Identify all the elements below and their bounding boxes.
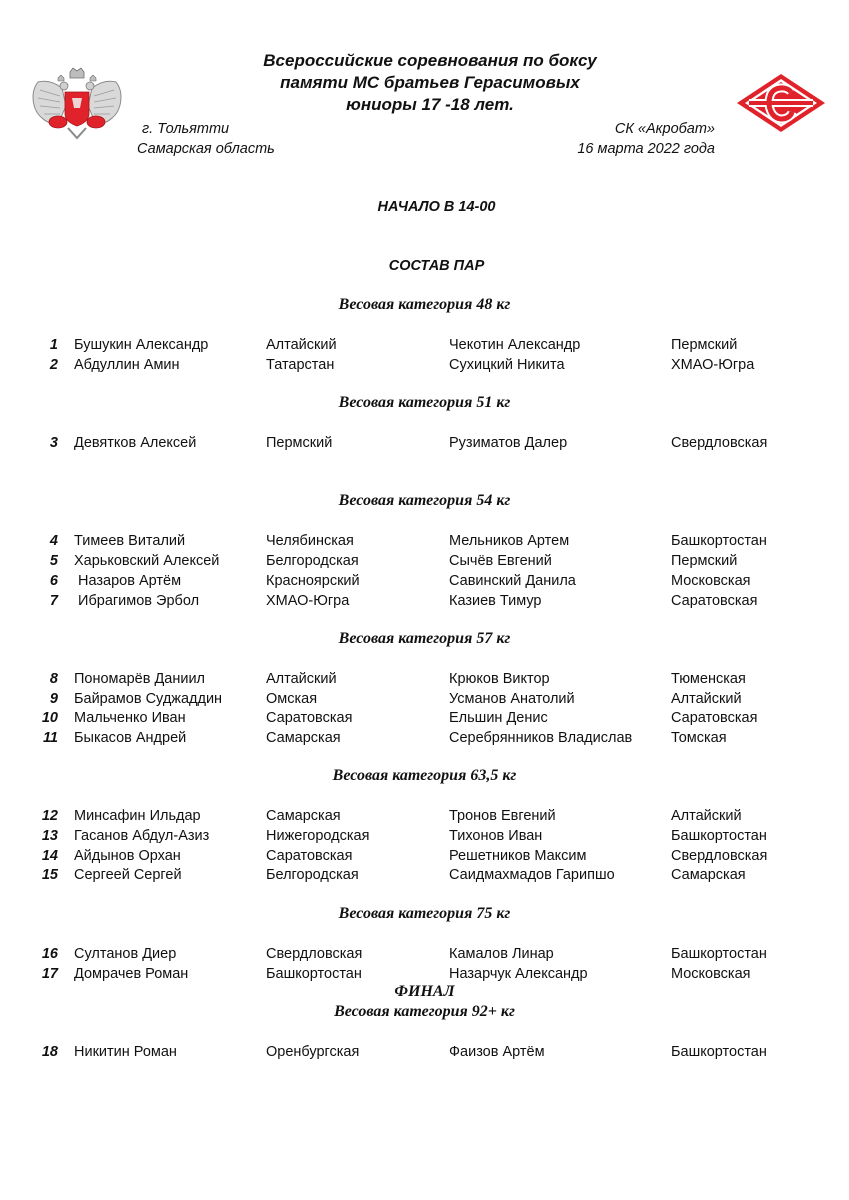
- blue-corner-region: Пермский: [671, 553, 738, 569]
- event-title: [230, 50, 630, 116]
- final-label: ФИНАЛ: [394, 983, 455, 1000]
- bout-row: [0, 433, 849, 453]
- weight-category-heading: Весовая категория 63,5 кг: [332, 767, 517, 784]
- red-corner-region: Свердловская: [266, 946, 363, 962]
- blue-corner-region: Алтайский: [671, 808, 742, 824]
- bout-row: [0, 571, 849, 591]
- blue-corner-region: Башкортостан: [671, 533, 767, 549]
- red-corner-name: Сергеей Сергей: [74, 867, 182, 883]
- weight-category-heading: Весовая категория 75 кг: [338, 905, 511, 922]
- red-corner-region: Башкортостан: [266, 966, 362, 982]
- bout-number: 7: [49, 593, 58, 609]
- red-corner-region: Алтайский: [266, 337, 337, 353]
- red-corner-region: Омская: [266, 691, 318, 707]
- red-corner-name: Минсафин Ильдар: [74, 808, 201, 824]
- red-corner-name: Бушукин Александр: [74, 337, 209, 353]
- red-corner-name: Девятков Алексей: [74, 435, 197, 451]
- blue-corner-region: Башкортостан: [671, 1044, 767, 1060]
- blue-corner-name: Крюков Виктор: [449, 671, 550, 687]
- blue-corner-name: Сычёв Евгений: [449, 553, 552, 569]
- title-line: памяти МС братьев Герасимовых: [280, 73, 580, 92]
- bout-number: 12: [41, 808, 58, 824]
- red-corner-name: Айдынов Орхан: [74, 848, 181, 864]
- blue-corner-name: Рузиматов Далер: [449, 435, 568, 451]
- red-corner-name: Ибрагимов Эрбол: [74, 593, 200, 609]
- red-corner-region: ХМАО-Югра: [266, 593, 350, 609]
- red-corner-region: Белгородская: [266, 867, 359, 883]
- red-corner-name: Тимеев Виталий: [74, 533, 186, 549]
- blue-corner-region: Московская: [671, 573, 751, 589]
- bout-number: 11: [42, 730, 58, 746]
- event-date: 16 марта 2022 года: [577, 141, 715, 157]
- blue-corner-name: Назарчук Александр: [449, 966, 588, 982]
- pairs-title: СОСТАВ ПАР: [388, 258, 485, 274]
- blue-corner-name: Фаизов Артём: [449, 1044, 545, 1060]
- red-corner-region: Нижегородская: [266, 828, 370, 844]
- blue-corner-region: Тюменская: [671, 671, 746, 687]
- bout-row: [0, 708, 849, 728]
- bout-number: 10: [41, 710, 58, 726]
- weight-category-heading: Весовая категория 51 кг: [338, 394, 511, 411]
- blue-corner-name: Казиев Тимур: [449, 593, 542, 609]
- blue-corner-region: Московская: [671, 966, 751, 982]
- blue-corner-name: Решетников Максим: [449, 848, 587, 864]
- bout-number: 1: [49, 337, 58, 353]
- blue-corner-name: Саидмахмадов Гарипшо: [449, 867, 615, 883]
- bout-row: [0, 591, 849, 611]
- red-corner-region: Красноярский: [266, 573, 360, 589]
- red-corner-name: Гасанов Абдул-Азиз: [74, 828, 210, 844]
- bout-row: [0, 1042, 849, 1062]
- bout-number: 13: [41, 828, 58, 844]
- red-corner-name: Быкасов Андрей: [74, 730, 187, 746]
- red-corner-region: Алтайский: [266, 671, 337, 687]
- blue-corner-region: Саратовская: [671, 710, 758, 726]
- bout-row: [0, 964, 849, 984]
- bout-row: [0, 669, 849, 689]
- red-corner-name: Мальченко Иван: [74, 710, 186, 726]
- bout-row: [0, 689, 849, 709]
- blue-corner-region: Самарская: [671, 867, 746, 883]
- bout-number: 18: [41, 1044, 58, 1060]
- bout-number: 9: [49, 691, 58, 707]
- blue-corner-name: Мельников Артем: [449, 533, 570, 549]
- title-line: юниоры 17 -18 лет.: [346, 95, 514, 114]
- location-block: [137, 119, 275, 159]
- bout-row: [0, 806, 849, 826]
- weight-category-heading: Весовая категория 48 кг: [338, 296, 511, 313]
- blue-corner-region: Томская: [671, 730, 727, 746]
- blue-corner-region: Саратовская: [671, 593, 758, 609]
- red-corner-name: Никитин Роман: [74, 1044, 177, 1060]
- blue-corner-name: Тихонов Иван: [449, 828, 543, 844]
- bout-number: 16: [41, 946, 58, 962]
- blue-corner-region: ХМАО-Югра: [671, 357, 755, 373]
- red-corner-region: Самарская: [266, 808, 341, 824]
- bout-row: [0, 944, 849, 964]
- weight-category-heading: Весовая категория 54 кг: [338, 492, 511, 509]
- blue-corner-region: Башкортостан: [671, 828, 767, 844]
- bout-number: 15: [41, 867, 58, 883]
- boxing-federation-emblem-icon: [28, 66, 126, 142]
- red-corner-region: Самарская: [266, 730, 341, 746]
- title-line: Всероссийские соревнования по боксу: [263, 51, 597, 70]
- blue-corner-name: Тронов Евгений: [449, 808, 556, 824]
- region: Самарская область: [137, 141, 275, 157]
- blue-corner-region: Алтайский: [671, 691, 742, 707]
- bout-row: [0, 355, 849, 375]
- red-corner-name: Домрачев Роман: [74, 966, 189, 982]
- start-time: НАЧАЛО В 14-00: [377, 199, 496, 215]
- red-corner-region: Белгородская: [266, 553, 359, 569]
- red-corner-name: Назаров Артём: [74, 573, 182, 589]
- red-corner-region: Саратовская: [266, 710, 353, 726]
- spartak-logo-icon: [735, 72, 827, 134]
- bout-number: 6: [49, 573, 58, 589]
- blue-corner-name: Ельшин Денис: [449, 710, 548, 726]
- bout-row: [0, 551, 849, 571]
- blue-corner-region: Пермский: [671, 337, 738, 353]
- red-corner-region: Саратовская: [266, 848, 353, 864]
- blue-corner-name: Камалов Линар: [449, 946, 554, 962]
- bout-row: [0, 335, 849, 355]
- blue-corner-name: Серебрянников Владислав: [449, 730, 633, 746]
- weight-category-heading: Весовая категория 57 кг: [338, 630, 511, 647]
- red-corner-name: Султанов Диер: [74, 946, 177, 962]
- blue-corner-region: Свердловская: [671, 435, 768, 451]
- red-corner-name: Харьковский Алексей: [74, 553, 220, 569]
- bout-row: [0, 826, 849, 846]
- city: г. Тольятти: [142, 121, 230, 137]
- venue: СК «Акробат»: [614, 121, 715, 137]
- weight-category-heading: Весовая категория 92+ кг: [334, 1003, 515, 1020]
- red-corner-region: Татарстан: [266, 357, 335, 373]
- bout-number: 8: [49, 671, 58, 687]
- bout-number: 4: [49, 533, 58, 549]
- blue-corner-name: Чекотин Александр: [449, 337, 581, 353]
- red-corner-region: Челябинская: [266, 533, 354, 549]
- bout-row: [0, 846, 849, 866]
- blue-corner-region: Свердловская: [671, 848, 768, 864]
- blue-corner-name: Усманов Анатолий: [449, 691, 575, 707]
- red-corner-name: Абдуллин Амин: [74, 357, 180, 373]
- blue-corner-region: Башкортостан: [671, 946, 767, 962]
- venue-date-block: [577, 119, 715, 159]
- bout-row: [0, 728, 849, 748]
- bout-number: 17: [41, 966, 58, 982]
- blue-corner-name: Сухицкий Никита: [449, 357, 565, 373]
- bout-number: 3: [49, 435, 58, 451]
- bout-number: 5: [49, 553, 58, 569]
- red-corner-region: Пермский: [266, 435, 333, 451]
- blue-corner-name: Савинский Данила: [449, 573, 576, 589]
- bout-number: 14: [41, 848, 58, 864]
- red-corner-region: Оренбургская: [266, 1044, 360, 1060]
- bout-row: [0, 531, 849, 551]
- red-corner-name: Байрамов Суджаддин: [74, 691, 223, 707]
- red-corner-name: Пономарёв Даниил: [74, 671, 206, 687]
- bout-number: 2: [49, 357, 58, 373]
- bout-row: [0, 865, 849, 885]
